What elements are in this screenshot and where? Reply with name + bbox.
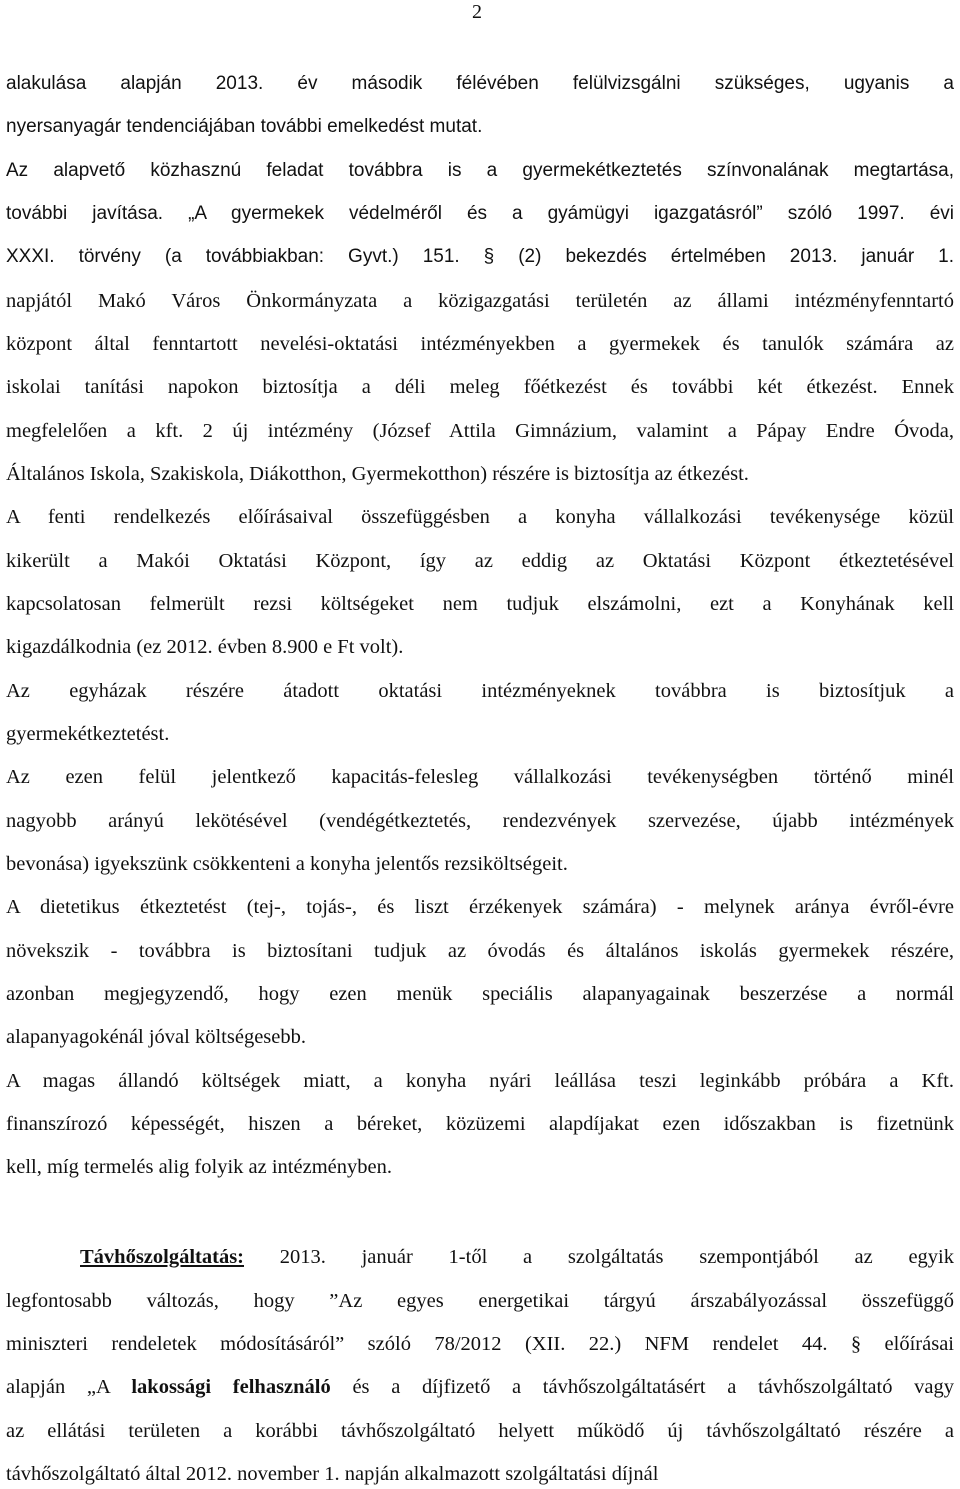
- text-line: megfelelően a kft. 2 új intézmény (József Attila Gimnázium, valamint a Pápay Endre Óvoda,: [6, 420, 954, 442]
- text-line: alapanyagokénál jóval költségesebb.: [6, 1026, 306, 1048]
- text-line: A fenti rendelkezés előírásaival összefüggésben a konyha vállalkozási tevékenysége közül: [6, 506, 954, 528]
- text-line: finanszírozó képességét, hiszen a béreket, közüzemi alapdíjakat ezen időszakban is fizetnünk: [6, 1113, 954, 1135]
- text-line: nyersanyagár tendenciájában további emelkedést mutat.: [6, 116, 483, 137]
- text-line: miniszteri rendeletek módosításáról” szóló 78/2012 (XII. 22.) NFM rendelet 44. § előírásai: [6, 1333, 954, 1355]
- page-number: 2: [472, 1, 482, 23]
- text-line: központ által fenntartott nevelési-oktatási intézményekben a gyermekek és tanulók számára az: [6, 333, 954, 355]
- bold-term: lakossági felhasználó: [131, 1376, 331, 1398]
- text-run: és a díjfizető a távhőszolgáltatásért a távhőszolgáltató vagy: [330, 1376, 954, 1398]
- text-line: XXXI. törvény (a továbbiakban: Gyvt.) 151. § (2) bekezdés értelmében 2013. január 1.: [6, 246, 954, 267]
- text-line: Általános Iskola, Szakiskola, Diákotthon, Gyermekotthon) részére is biztosítja az étkezést.: [6, 463, 749, 485]
- text-line: [6, 1372, 954, 1402]
- text-line: azonban megjegyzendő, hogy ezen menük speciális alapanyagainak beszerzése a normál: [6, 983, 954, 1005]
- text-line: nagyobb arányú lekötésével (vendégétkeztetés, rendezvények szervezése, újabb intézmények: [6, 810, 954, 832]
- text-line: A magas állandó költségek miatt, a konyha nyári leállása teszi leginkább próbára a Kft.: [6, 1070, 954, 1092]
- text-line: az ellátási területen a korábbi távhőszolgáltató helyett működő új távhőszolgáltató részére a: [6, 1420, 954, 1442]
- text-line: további javítása. „A gyermekek védelméről és a gyámügyi igazgatásról” szóló 1997. évi: [6, 203, 954, 224]
- text-line: növekszik - továbbra is biztosítani tudjuk az óvodás és általános iskolás gyermekek részére,: [6, 940, 954, 962]
- text-line: Az ezen felül jelentkező kapacitás-felesleg vállalkozási tevékenységben történő minél: [6, 766, 954, 788]
- text-line: Az egyházak részére átadott oktatási intézményeknek továbbra is biztosítjuk a: [6, 680, 954, 702]
- text-line: kikerült a Makói Oktatási Központ, így az eddig az Oktatási Központ étkeztetésével: [6, 550, 954, 572]
- text-line: [80, 1242, 954, 1272]
- text-line: kell, míg termelés alig folyik az intézményben.: [6, 1156, 392, 1178]
- text-line: napjától Makó Város Önkormányzata a közigazgatási területén az állami intézményfenntartó: [6, 290, 954, 312]
- text-run: alapján „A: [6, 1376, 132, 1398]
- text-line: kapcsolatosan felmerült rezsi költségeket nem tudjuk elszámolni, ezt a Konyhának kell: [6, 593, 954, 615]
- text-line: alakulása alapján 2013. év második félévében felülvizsgálni szükséges, ugyanis a: [6, 73, 954, 94]
- text-line: kigazdálkodnia (ez 2012. évben 8.900 e Ft volt).: [6, 636, 404, 658]
- text-line: A dietetikus étkeztetést (tej-, tojás-, és liszt érzékenyek számára) - melynek aránya évről-évre: [6, 896, 954, 918]
- text-line: Az alapvető közhasznú feladat továbbra is a gyermekétkeztetés színvonalának megtartása,: [6, 160, 954, 181]
- text-line: bevonása) igyekszünk csökkenteni a konyha jelentős rezsiköltségeit.: [6, 853, 568, 875]
- text-line: iskolai tanítási napokon biztosítja a déli meleg főétkezést és további két étkezést. Ennek: [6, 376, 954, 398]
- text-line: gyermekétkeztetést.: [6, 723, 170, 745]
- text-line: legfontosabb változás, hogy ”Az egyes energetikai tárgyú árszabályozással összefüggő: [6, 1290, 954, 1312]
- section-heading: Távhőszolgáltatás:: [80, 1246, 244, 1268]
- text-line: távhőszolgáltató által 2012. november 1. napján alkalmazott szolgáltatási díjnál: [6, 1463, 659, 1485]
- text-run: 2013. január 1-től a szolgáltatás szempontjából az egyik: [244, 1246, 954, 1268]
